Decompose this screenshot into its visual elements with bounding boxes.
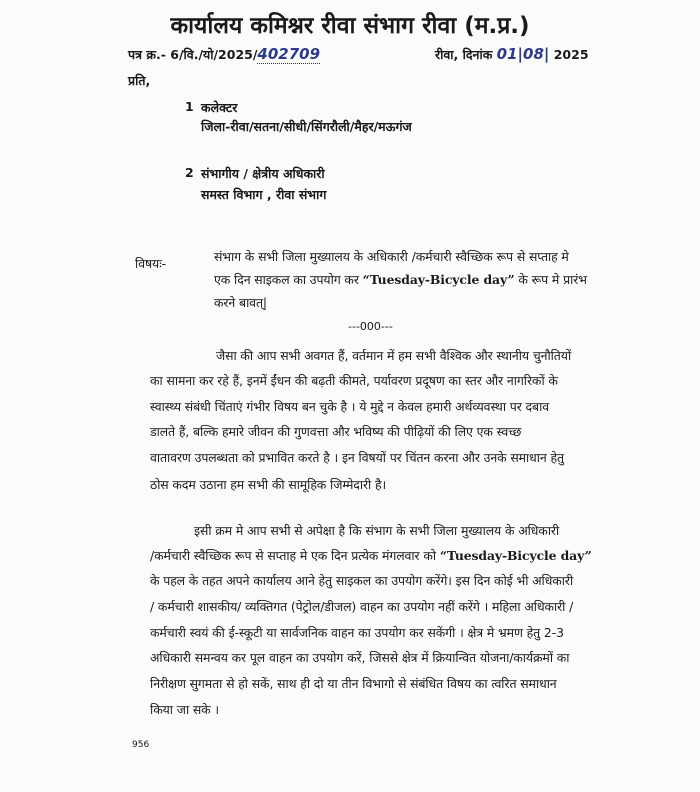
para2-line: /कर्मचारी स्वैच्छिक रूप से सप्ताह मे एक दिन प्रत्येक मंगलवार को “Tuesday-Bicycle day”: [150, 548, 592, 563]
date-year: 2025: [553, 47, 589, 62]
para2-highlight: “Tuesday-Bicycle day”: [439, 548, 592, 563]
para2-line: / कर्मचारी शासकीय/ व्यक्तिगत (पेट्रोल/डीजल) वाहन का उपयोग नहीं करेंगे । महिला अधिकारी /: [150, 599, 574, 614]
date-line: रीवा, दिनांक 01|08| 2025: [435, 45, 589, 63]
recipient-1-line2: जिला-रीवा/सतना/सीधी/सिंगरौली/मैहर/मऊगंज: [201, 119, 412, 134]
subject-line-1: संभाग के सभी जिला मुख्यालय के अधिकारी /कर्मचारी स्वैच्छिक रूप से सप्ताह मे: [214, 249, 569, 264]
date-day: 01: [496, 45, 518, 63]
para2-line: कर्मचारी स्वयं की ई-स्कूटी या सार्वजनिक वाहन का उपयोग कर सकेंगी । क्षेत्र मे भ्रमण हेतु 2-3: [150, 625, 564, 640]
para2-line: के पहल के तहत अपने कार्यालय आने हेतु साइकल का उपयोग करेंगे। इस दिन कोई भी अधिकारी: [150, 573, 574, 588]
subject-line-2: एक दिन साइकल का उपयोग कर “Tuesday-Bicycle day” के रूप मे प्रारंभ: [214, 272, 587, 287]
date-month: 08: [523, 45, 544, 63]
para1-line: डालते हैं, बल्कि हमारे जीवन की गुणवत्ता और भविष्य की पीढ़ियों की लिए एक स्वच्छ: [150, 424, 522, 439]
recipient-2-line2: समस्त विभाग , रीवा संभाग: [201, 187, 327, 202]
to-label: प्रति,: [128, 73, 151, 88]
recipient-2-line1: संभागीय / क्षेत्रीय अधिकारी: [201, 166, 325, 181]
subject-highlight: “Tuesday-Bicycle day”: [362, 272, 515, 287]
footer-code: 956: [132, 740, 150, 750]
reference-line: [128, 45, 320, 64]
recipient-2-number: 2: [185, 165, 194, 180]
para2-line: किया जा सके ।: [150, 702, 220, 717]
reference-prefix: पत्र क्र.- 6/वि./यो/2025/: [128, 47, 258, 62]
para1-line: वातावरण उपलब्धता को प्रभावित करते है । इन विषयों पर चिंतन करना और उनके समाधान हेतु: [150, 450, 564, 465]
separator: ---000---: [348, 320, 393, 333]
subject-line-3: करने बावत्|: [214, 295, 268, 310]
para1-line: का सामना कर रहे हैं, इनमें ईंधन की बढ़ती कीमते, पर्यावरण प्रदूषण का स्तर और नागरिकों के: [150, 373, 558, 388]
para2-line: अधिकारी समन्वय कर पूल वाहन का उपयोग करें, जिससे क्षेत्र में क्रियान्वित योजना/कार्यक्रमों का: [150, 650, 570, 665]
reference-number-handwritten: 402709: [257, 45, 321, 63]
recipient-1-line1: कलेक्टर: [201, 100, 238, 115]
recipient-1-number: 1: [185, 99, 194, 114]
subject-label: विषयः-: [135, 256, 167, 271]
para1-line: ठोस कदम उठाना हम सभी की सामूहिक जिम्मेदारी है।: [150, 477, 387, 492]
date-prefix: रीवा, दिनांक: [435, 47, 493, 62]
office-title: कार्यालय कमिश्नर रीवा संभाग रीवा (म.प्र.): [170, 13, 530, 39]
para1-line: जैसा की आप सभी अवगत हैं, वर्तमान में हम सभी वैश्विक और स्थानीय चुनौतियों: [216, 348, 572, 363]
para2-line: निरीक्षण सुगमता से हो सकें, साथ ही दो या तीन विभागो से संबंधित विषय का त्वरित समाधान: [150, 676, 557, 691]
para1-line: स्वास्थ्य संबंधी चिंताएं गंभीर विषय बन चुके है । ये मुद्दे न केवल हमारी अर्थव्यवस्था पर दबाव: [150, 399, 549, 414]
para2-line: इसी क्रम मे आप सभी से अपेक्षा है कि संभाग के सभी जिला मुख्यालय के अधिकारी: [194, 523, 560, 538]
